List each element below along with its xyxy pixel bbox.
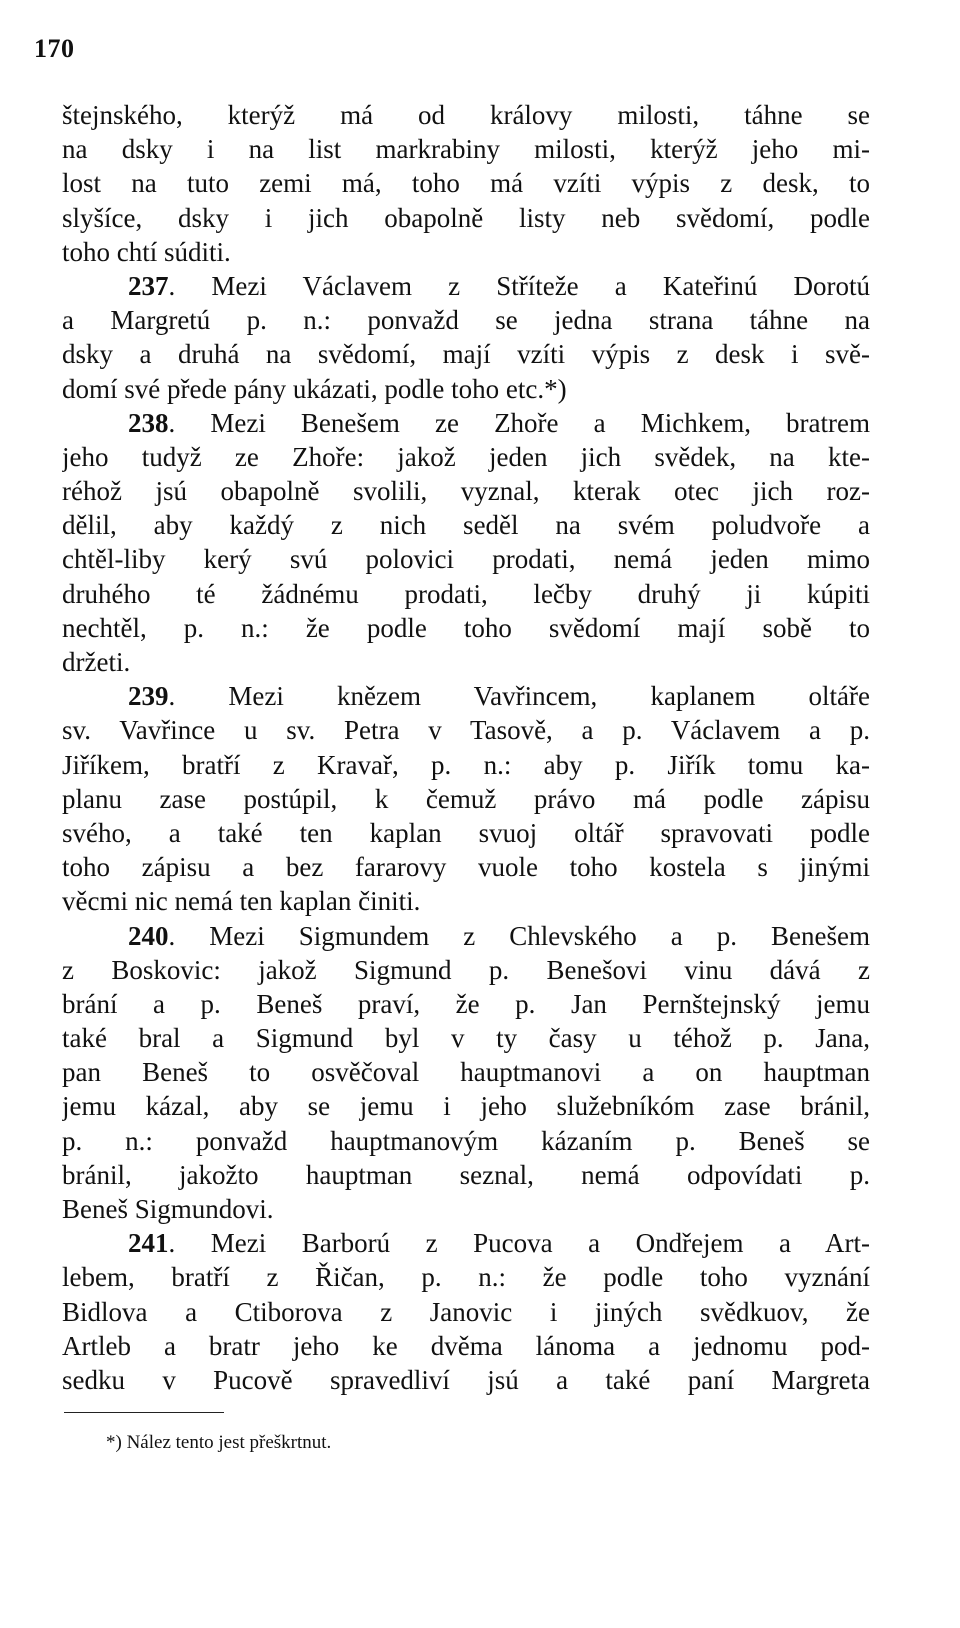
footnote-divider — [64, 1412, 224, 1413]
text-line: toho chtí súditi. — [62, 236, 231, 267]
text-line: svého, a také ten kaplan svuoj oltář spravovati podle — [62, 817, 870, 848]
entry-first-line — [62, 1226, 870, 1260]
entry-first-line — [62, 679, 870, 713]
entry-text: . Mezi Barború z Pucova a Ondřejem a Art- — [168, 1228, 870, 1259]
entry-number: 239 — [128, 681, 169, 712]
text-line: Beneš Sigmundovi. — [62, 1194, 274, 1224]
entry-text: . Mezi knězem Vavřincem, kaplanem oltáře — [168, 681, 870, 712]
text-line: nechtěl, p. n.: že podle toho svědomí mají sobě to — [62, 612, 870, 643]
entry-number: 240 — [128, 920, 169, 951]
footnote: *) Nález tento jest přeškrtnut. — [106, 1432, 332, 1453]
text-line: držeti. — [62, 647, 131, 677]
text-line: chtěl-liby kerý svú polovici prodati, nemá jeden mimo — [62, 544, 870, 575]
entry-text: . Mezi Václavem z Stříteže a Kateřinú Dorotú — [168, 270, 870, 301]
text-line: planu zase postúpil, k čemuž právo má podle zápisu — [62, 783, 870, 814]
text-line: z Boskovic: jakož Sigmund p. Benešovi vinu dává z — [62, 954, 870, 985]
text-line: slyšíce, dsky i jich obapolně listy neb svědomí, podle — [62, 202, 870, 233]
text-line: domí své přede pány ukázati, podle toho etc.*) — [62, 373, 567, 404]
text-line: bránil, jakožto hauptman seznal, nemá odpovídati p. — [62, 1159, 870, 1190]
text-line: Bidlova a Ctiborova z Janovic i jiných svědkuov, že — [62, 1296, 870, 1327]
entry-first-line — [62, 919, 870, 953]
text-line: na dsky i na list markrabiny milosti, kterýž jeho mi- — [62, 134, 870, 165]
text-line: a Margretú p. n.: ponvažd se jedna strana táhne na — [62, 305, 870, 336]
text-line: dělil, aby každý z nich seděl na svém poludvoře a — [62, 510, 870, 541]
page-body — [62, 98, 870, 1397]
text-line: lost na tuto zemi má, toho má vzíti výpis z desk, to — [62, 168, 870, 199]
text-line: dsky a druhá na svědomí, mají vzíti výpis z desk i svě- — [62, 339, 870, 370]
entry-number: 241 — [128, 1228, 169, 1259]
text-line: sv. Vavřince u sv. Petra v Tasově, a p. Václavem a p. — [62, 715, 870, 746]
entry-number: 238 — [128, 407, 169, 438]
page-number: 170 — [34, 34, 75, 63]
entry-first-line — [62, 269, 870, 303]
entry-text: . Mezi Benešem ze Zhoře a Michkem, bratrem — [168, 407, 870, 438]
entry-text: . Mezi Sigmundem z Chlevského a p. Benešem — [168, 920, 870, 951]
text-line: také bral a Sigmund byl v ty časy u téhož p. Jana, — [62, 1023, 870, 1054]
text-line: pan Beneš to osvěčoval hauptmanovi a on hauptman — [62, 1057, 870, 1088]
text-line: jemu kázal, aby se jemu i jeho služebníkóm zase bránil, — [62, 1091, 870, 1122]
text-line: druhého té žádnému prodati, lečby druhý ji kúpiti — [62, 578, 870, 609]
text-line: Artleb a bratr jeho ke dvěma lánoma a jednomu pod- — [62, 1330, 870, 1361]
entry-first-line — [62, 406, 870, 440]
text-line: lebem, bratří z Řičan, p. n.: že podle toho vyznání — [62, 1262, 870, 1293]
text-line: věcmi nic nemá ten kaplan činiti. — [62, 886, 421, 917]
text-line: štejnského, kterýž má od královy milosti, táhne se — [62, 100, 870, 130]
text-line: sedku v Pucově spravedliví jsú a také paní Margreta — [62, 1364, 870, 1395]
text-line: Jiříkem, bratří z Kravař, p. n.: aby p. Jiřík tomu ka- — [62, 749, 870, 780]
text-line: brání a p. Beneš praví, že p. Jan Pernštejnský jemu — [62, 988, 870, 1019]
entry-number: 237 — [128, 270, 169, 301]
text-line: jeho tudyž ze Zhoře: jakož jeden jich svědek, na kte- — [62, 441, 870, 472]
text-line: p. n.: ponvažd hauptmanovým kázaním p. Beneš se — [62, 1125, 870, 1156]
text-line: réhož jsú obapolně svolili, vyznal, kterak otec jich roz- — [62, 476, 870, 507]
text-line: toho zápisu a bez fararovy vuole toho kostela s jinými — [62, 852, 870, 883]
